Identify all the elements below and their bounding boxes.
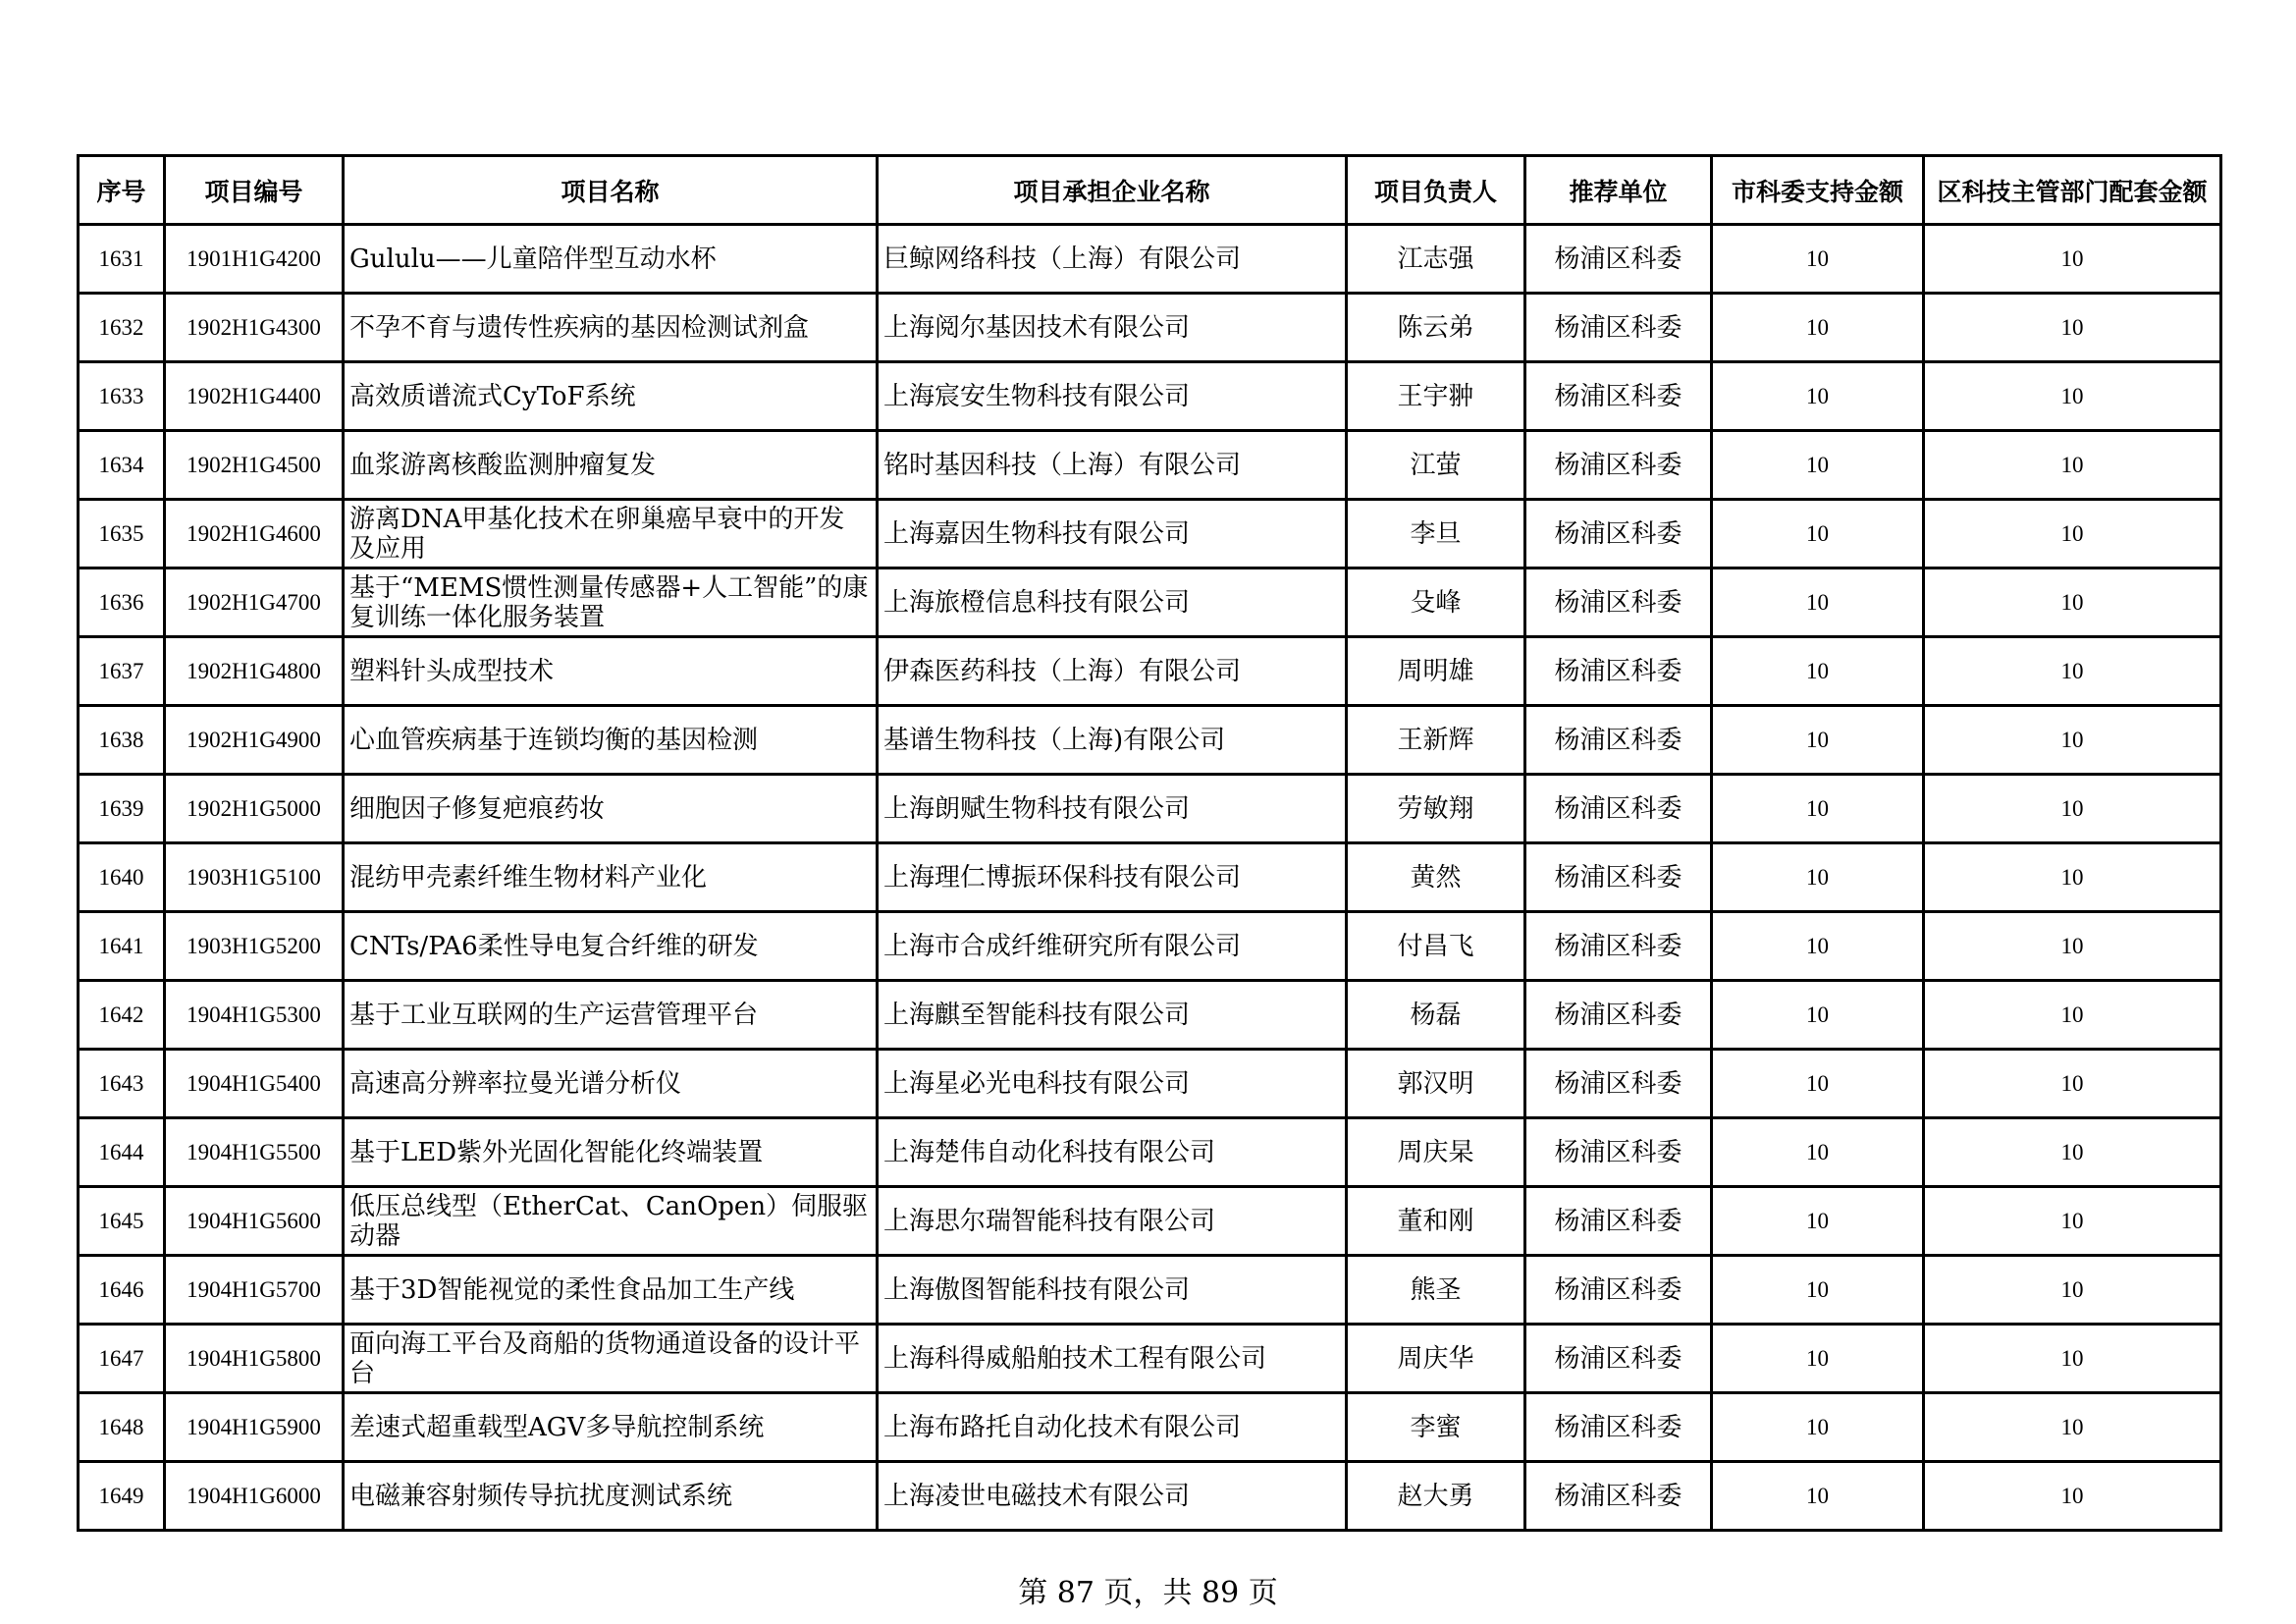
table-row bbox=[79, 500, 2221, 568]
cell-recommending-unit: 杨浦区科委 bbox=[1525, 362, 1712, 431]
cell-recommending-unit: 杨浦区科委 bbox=[1525, 775, 1712, 843]
cell-seq: 1646 bbox=[79, 1256, 165, 1325]
cell-project-code: 1903H1G5100 bbox=[165, 843, 344, 912]
cell-city-amount: 10 bbox=[1712, 1118, 1924, 1187]
cell-leader: 劳敏翔 bbox=[1347, 775, 1525, 843]
cell-leader: 熊圣 bbox=[1347, 1256, 1525, 1325]
cell-project-code: 1902H1G4800 bbox=[165, 637, 344, 706]
cell-seq: 1637 bbox=[79, 637, 165, 706]
cell-project-name: 基于3D智能视觉的柔性食品加工生产线 bbox=[344, 1256, 878, 1325]
cell-district-amount: 10 bbox=[1924, 1325, 2221, 1393]
cell-seq: 1641 bbox=[79, 912, 165, 981]
cell-seq: 1639 bbox=[79, 775, 165, 843]
cell-leader: 郭汉明 bbox=[1347, 1050, 1525, 1118]
cell-recommending-unit: 杨浦区科委 bbox=[1525, 843, 1712, 912]
cell-leader: 江萤 bbox=[1347, 431, 1525, 500]
cell-project-code: 1904H1G5300 bbox=[165, 981, 344, 1050]
cell-seq: 1633 bbox=[79, 362, 165, 431]
cell-project-code: 1901H1G4200 bbox=[165, 225, 344, 294]
table-row bbox=[79, 568, 2221, 637]
cell-leader: 黄然 bbox=[1347, 843, 1525, 912]
cell-district-amount: 10 bbox=[1924, 225, 2221, 294]
cell-district-amount: 10 bbox=[1924, 775, 2221, 843]
cell-leader: 杨磊 bbox=[1347, 981, 1525, 1050]
cell-project-code: 1904H1G5400 bbox=[165, 1050, 344, 1118]
cell-city-amount: 10 bbox=[1712, 981, 1924, 1050]
header-company: 项目承担企业名称 bbox=[878, 156, 1347, 225]
cell-leader: 殳峰 bbox=[1347, 568, 1525, 637]
cell-district-amount: 10 bbox=[1924, 912, 2221, 981]
cell-district-amount: 10 bbox=[1924, 500, 2221, 568]
cell-recommending-unit: 杨浦区科委 bbox=[1525, 1393, 1712, 1462]
cell-project-name: Gululu——儿童陪伴型互动水杯 bbox=[344, 225, 878, 294]
cell-project-code: 1902H1G4700 bbox=[165, 568, 344, 637]
cell-district-amount: 10 bbox=[1924, 1050, 2221, 1118]
cell-seq: 1636 bbox=[79, 568, 165, 637]
cell-recommending-unit: 杨浦区科委 bbox=[1525, 1462, 1712, 1531]
cell-district-amount: 10 bbox=[1924, 1118, 2221, 1187]
cell-city-amount: 10 bbox=[1712, 225, 1924, 294]
cell-seq: 1634 bbox=[79, 431, 165, 500]
cell-project-code: 1902H1G4400 bbox=[165, 362, 344, 431]
cell-project-name: CNTs/PA6柔性导电复合纤维的研发 bbox=[344, 912, 878, 981]
cell-seq: 1642 bbox=[79, 981, 165, 1050]
cell-company: 上海宸安生物科技有限公司 bbox=[878, 362, 1347, 431]
cell-seq: 1645 bbox=[79, 1187, 165, 1256]
cell-leader: 董和刚 bbox=[1347, 1187, 1525, 1256]
cell-company: 上海旅橙信息科技有限公司 bbox=[878, 568, 1347, 637]
cell-city-amount: 10 bbox=[1712, 500, 1924, 568]
table-row bbox=[79, 1050, 2221, 1118]
cell-recommending-unit: 杨浦区科委 bbox=[1525, 294, 1712, 362]
cell-leader: 周庆杲 bbox=[1347, 1118, 1525, 1187]
cell-recommending-unit: 杨浦区科委 bbox=[1525, 912, 1712, 981]
cell-project-name: 血浆游离核酸监测肿瘤复发 bbox=[344, 431, 878, 500]
cell-project-code: 1904H1G5500 bbox=[165, 1118, 344, 1187]
cell-leader: 陈云弟 bbox=[1347, 294, 1525, 362]
header-district-amount: 区科技主管部门配套金额 bbox=[1924, 156, 2221, 225]
cell-district-amount: 10 bbox=[1924, 706, 2221, 775]
cell-company: 上海理仁博振环保科技有限公司 bbox=[878, 843, 1347, 912]
table-row bbox=[79, 775, 2221, 843]
cell-recommending-unit: 杨浦区科委 bbox=[1525, 431, 1712, 500]
page-number: 第 87 页，共 89 页 bbox=[1018, 1576, 1278, 1610]
cell-city-amount: 10 bbox=[1712, 1256, 1924, 1325]
cell-project-name: 基于“MEMS惯性测量传感器+人工智能”的康复训练一体化服务装置 bbox=[344, 568, 878, 637]
cell-city-amount: 10 bbox=[1712, 1393, 1924, 1462]
cell-seq: 1638 bbox=[79, 706, 165, 775]
cell-city-amount: 10 bbox=[1712, 568, 1924, 637]
cell-project-name: 基于工业互联网的生产运营管理平台 bbox=[344, 981, 878, 1050]
cell-project-code: 1902H1G4600 bbox=[165, 500, 344, 568]
cell-city-amount: 10 bbox=[1712, 706, 1924, 775]
table-row bbox=[79, 1325, 2221, 1393]
cell-leader: 赵大勇 bbox=[1347, 1462, 1525, 1531]
cell-project-name: 混纺甲壳素纤维生物材料产业化 bbox=[344, 843, 878, 912]
cell-leader: 江志强 bbox=[1347, 225, 1525, 294]
table-header-row bbox=[79, 156, 2221, 225]
table-row bbox=[79, 637, 2221, 706]
cell-recommending-unit: 杨浦区科委 bbox=[1525, 1118, 1712, 1187]
cell-city-amount: 10 bbox=[1712, 912, 1924, 981]
cell-recommending-unit: 杨浦区科委 bbox=[1525, 500, 1712, 568]
cell-district-amount: 10 bbox=[1924, 568, 2221, 637]
cell-company: 上海傲图智能科技有限公司 bbox=[878, 1256, 1347, 1325]
table-row bbox=[79, 225, 2221, 294]
cell-recommending-unit: 杨浦区科委 bbox=[1525, 637, 1712, 706]
cell-seq: 1631 bbox=[79, 225, 165, 294]
cell-project-code: 1902H1G4300 bbox=[165, 294, 344, 362]
cell-leader: 王新辉 bbox=[1347, 706, 1525, 775]
header-project-code: 项目编号 bbox=[165, 156, 344, 225]
cell-city-amount: 10 bbox=[1712, 431, 1924, 500]
header-seq: 序号 bbox=[79, 156, 165, 225]
cell-project-code: 1904H1G5900 bbox=[165, 1393, 344, 1462]
cell-recommending-unit: 杨浦区科委 bbox=[1525, 1325, 1712, 1393]
cell-city-amount: 10 bbox=[1712, 362, 1924, 431]
cell-company: 上海阅尔基因技术有限公司 bbox=[878, 294, 1347, 362]
cell-project-name: 塑料针头成型技术 bbox=[344, 637, 878, 706]
cell-project-code: 1904H1G5700 bbox=[165, 1256, 344, 1325]
cell-seq: 1632 bbox=[79, 294, 165, 362]
cell-project-code: 1902H1G5000 bbox=[165, 775, 344, 843]
cell-recommending-unit: 杨浦区科委 bbox=[1525, 225, 1712, 294]
cell-project-name: 基于LED紫外光固化智能化终端装置 bbox=[344, 1118, 878, 1187]
cell-district-amount: 10 bbox=[1924, 637, 2221, 706]
cell-recommending-unit: 杨浦区科委 bbox=[1525, 568, 1712, 637]
cell-company: 上海朗赋生物科技有限公司 bbox=[878, 775, 1347, 843]
cell-company: 上海麒至智能科技有限公司 bbox=[878, 981, 1347, 1050]
cell-recommending-unit: 杨浦区科委 bbox=[1525, 981, 1712, 1050]
cell-district-amount: 10 bbox=[1924, 362, 2221, 431]
cell-leader: 李蜜 bbox=[1347, 1393, 1525, 1462]
cell-city-amount: 10 bbox=[1712, 294, 1924, 362]
table-row bbox=[79, 1256, 2221, 1325]
cell-company: 基谱生物科技（上海)有限公司 bbox=[878, 706, 1347, 775]
cell-seq: 1643 bbox=[79, 1050, 165, 1118]
cell-seq: 1635 bbox=[79, 500, 165, 568]
cell-project-name: 差速式超重载型AGV多导航控制系统 bbox=[344, 1393, 878, 1462]
cell-recommending-unit: 杨浦区科委 bbox=[1525, 1187, 1712, 1256]
cell-project-name: 低压总线型（EtherCat、CanOpen）伺服驱动器 bbox=[344, 1187, 878, 1256]
table-row bbox=[79, 981, 2221, 1050]
cell-project-name: 电磁兼容射频传导抗扰度测试系统 bbox=[344, 1462, 878, 1531]
cell-city-amount: 10 bbox=[1712, 1325, 1924, 1393]
cell-project-code: 1904H1G5800 bbox=[165, 1325, 344, 1393]
table-row bbox=[79, 362, 2221, 431]
cell-leader: 李旦 bbox=[1347, 500, 1525, 568]
cell-leader: 王宇翀 bbox=[1347, 362, 1525, 431]
cell-recommending-unit: 杨浦区科委 bbox=[1525, 1050, 1712, 1118]
cell-company: 铭时基因科技（上海）有限公司 bbox=[878, 431, 1347, 500]
cell-project-name: 不孕不育与遗传性疾病的基因检测试剂盒 bbox=[344, 294, 878, 362]
table-row bbox=[79, 1187, 2221, 1256]
header-city-amount: 市科委支持金额 bbox=[1712, 156, 1924, 225]
cell-project-code: 1904H1G5600 bbox=[165, 1187, 344, 1256]
cell-district-amount: 10 bbox=[1924, 1187, 2221, 1256]
cell-district-amount: 10 bbox=[1924, 843, 2221, 912]
cell-company: 上海楚伟自动化科技有限公司 bbox=[878, 1118, 1347, 1187]
cell-project-code: 1904H1G6000 bbox=[165, 1462, 344, 1531]
cell-company: 上海思尔瑞智能科技有限公司 bbox=[878, 1187, 1347, 1256]
cell-city-amount: 10 bbox=[1712, 775, 1924, 843]
cell-company: 上海科得威船舶技术工程有限公司 bbox=[878, 1325, 1347, 1393]
table-body bbox=[79, 225, 2221, 1531]
cell-seq: 1640 bbox=[79, 843, 165, 912]
cell-project-code: 1902H1G4500 bbox=[165, 431, 344, 500]
cell-project-name: 高效质谱流式CyToF系统 bbox=[344, 362, 878, 431]
header-leader: 项目负责人 bbox=[1347, 156, 1525, 225]
header-recommending-unit: 推荐单位 bbox=[1525, 156, 1712, 225]
cell-district-amount: 10 bbox=[1924, 1462, 2221, 1531]
cell-city-amount: 10 bbox=[1712, 1050, 1924, 1118]
cell-seq: 1644 bbox=[79, 1118, 165, 1187]
cell-project-code: 1902H1G4900 bbox=[165, 706, 344, 775]
cell-district-amount: 10 bbox=[1924, 981, 2221, 1050]
cell-company: 上海布路托自动化技术有限公司 bbox=[878, 1393, 1347, 1462]
cell-project-code: 1903H1G5200 bbox=[165, 912, 344, 981]
cell-recommending-unit: 杨浦区科委 bbox=[1525, 1256, 1712, 1325]
cell-city-amount: 10 bbox=[1712, 843, 1924, 912]
cell-project-name: 游离DNA甲基化技术在卵巢癌早衰中的开发及应用 bbox=[344, 500, 878, 568]
cell-company: 巨鲸网络科技（上海）有限公司 bbox=[878, 225, 1347, 294]
cell-district-amount: 10 bbox=[1924, 294, 2221, 362]
project-table bbox=[77, 154, 2222, 1532]
header-project-name: 项目名称 bbox=[344, 156, 878, 225]
cell-leader: 付昌飞 bbox=[1347, 912, 1525, 981]
cell-district-amount: 10 bbox=[1924, 431, 2221, 500]
cell-company: 上海星必光电科技有限公司 bbox=[878, 1050, 1347, 1118]
table-row bbox=[79, 843, 2221, 912]
cell-seq: 1648 bbox=[79, 1393, 165, 1462]
cell-seq: 1649 bbox=[79, 1462, 165, 1531]
cell-seq: 1647 bbox=[79, 1325, 165, 1393]
cell-city-amount: 10 bbox=[1712, 1187, 1924, 1256]
cell-city-amount: 10 bbox=[1712, 1462, 1924, 1531]
cell-project-name: 细胞因子修复疤痕药妆 bbox=[344, 775, 878, 843]
cell-company: 上海嘉因生物科技有限公司 bbox=[878, 500, 1347, 568]
cell-district-amount: 10 bbox=[1924, 1256, 2221, 1325]
cell-project-name: 面向海工平台及商船的货物通道设备的设计平台 bbox=[344, 1325, 878, 1393]
table-row bbox=[79, 1393, 2221, 1462]
cell-project-name: 心血管疾病基于连锁均衡的基因检测 bbox=[344, 706, 878, 775]
cell-city-amount: 10 bbox=[1712, 637, 1924, 706]
table-row bbox=[79, 431, 2221, 500]
table-row bbox=[79, 706, 2221, 775]
table-row bbox=[79, 294, 2221, 362]
cell-project-name: 高速高分辨率拉曼光谱分析仪 bbox=[344, 1050, 878, 1118]
cell-company: 上海市合成纤维研究所有限公司 bbox=[878, 912, 1347, 981]
table-row bbox=[79, 912, 2221, 981]
cell-leader: 周庆华 bbox=[1347, 1325, 1525, 1393]
cell-leader: 周明雄 bbox=[1347, 637, 1525, 706]
cell-district-amount: 10 bbox=[1924, 1393, 2221, 1462]
cell-recommending-unit: 杨浦区科委 bbox=[1525, 706, 1712, 775]
table-row bbox=[79, 1118, 2221, 1187]
cell-company: 伊森医药科技（上海）有限公司 bbox=[878, 637, 1347, 706]
cell-company: 上海凌世电磁技术有限公司 bbox=[878, 1462, 1347, 1531]
table-row bbox=[79, 1462, 2221, 1531]
